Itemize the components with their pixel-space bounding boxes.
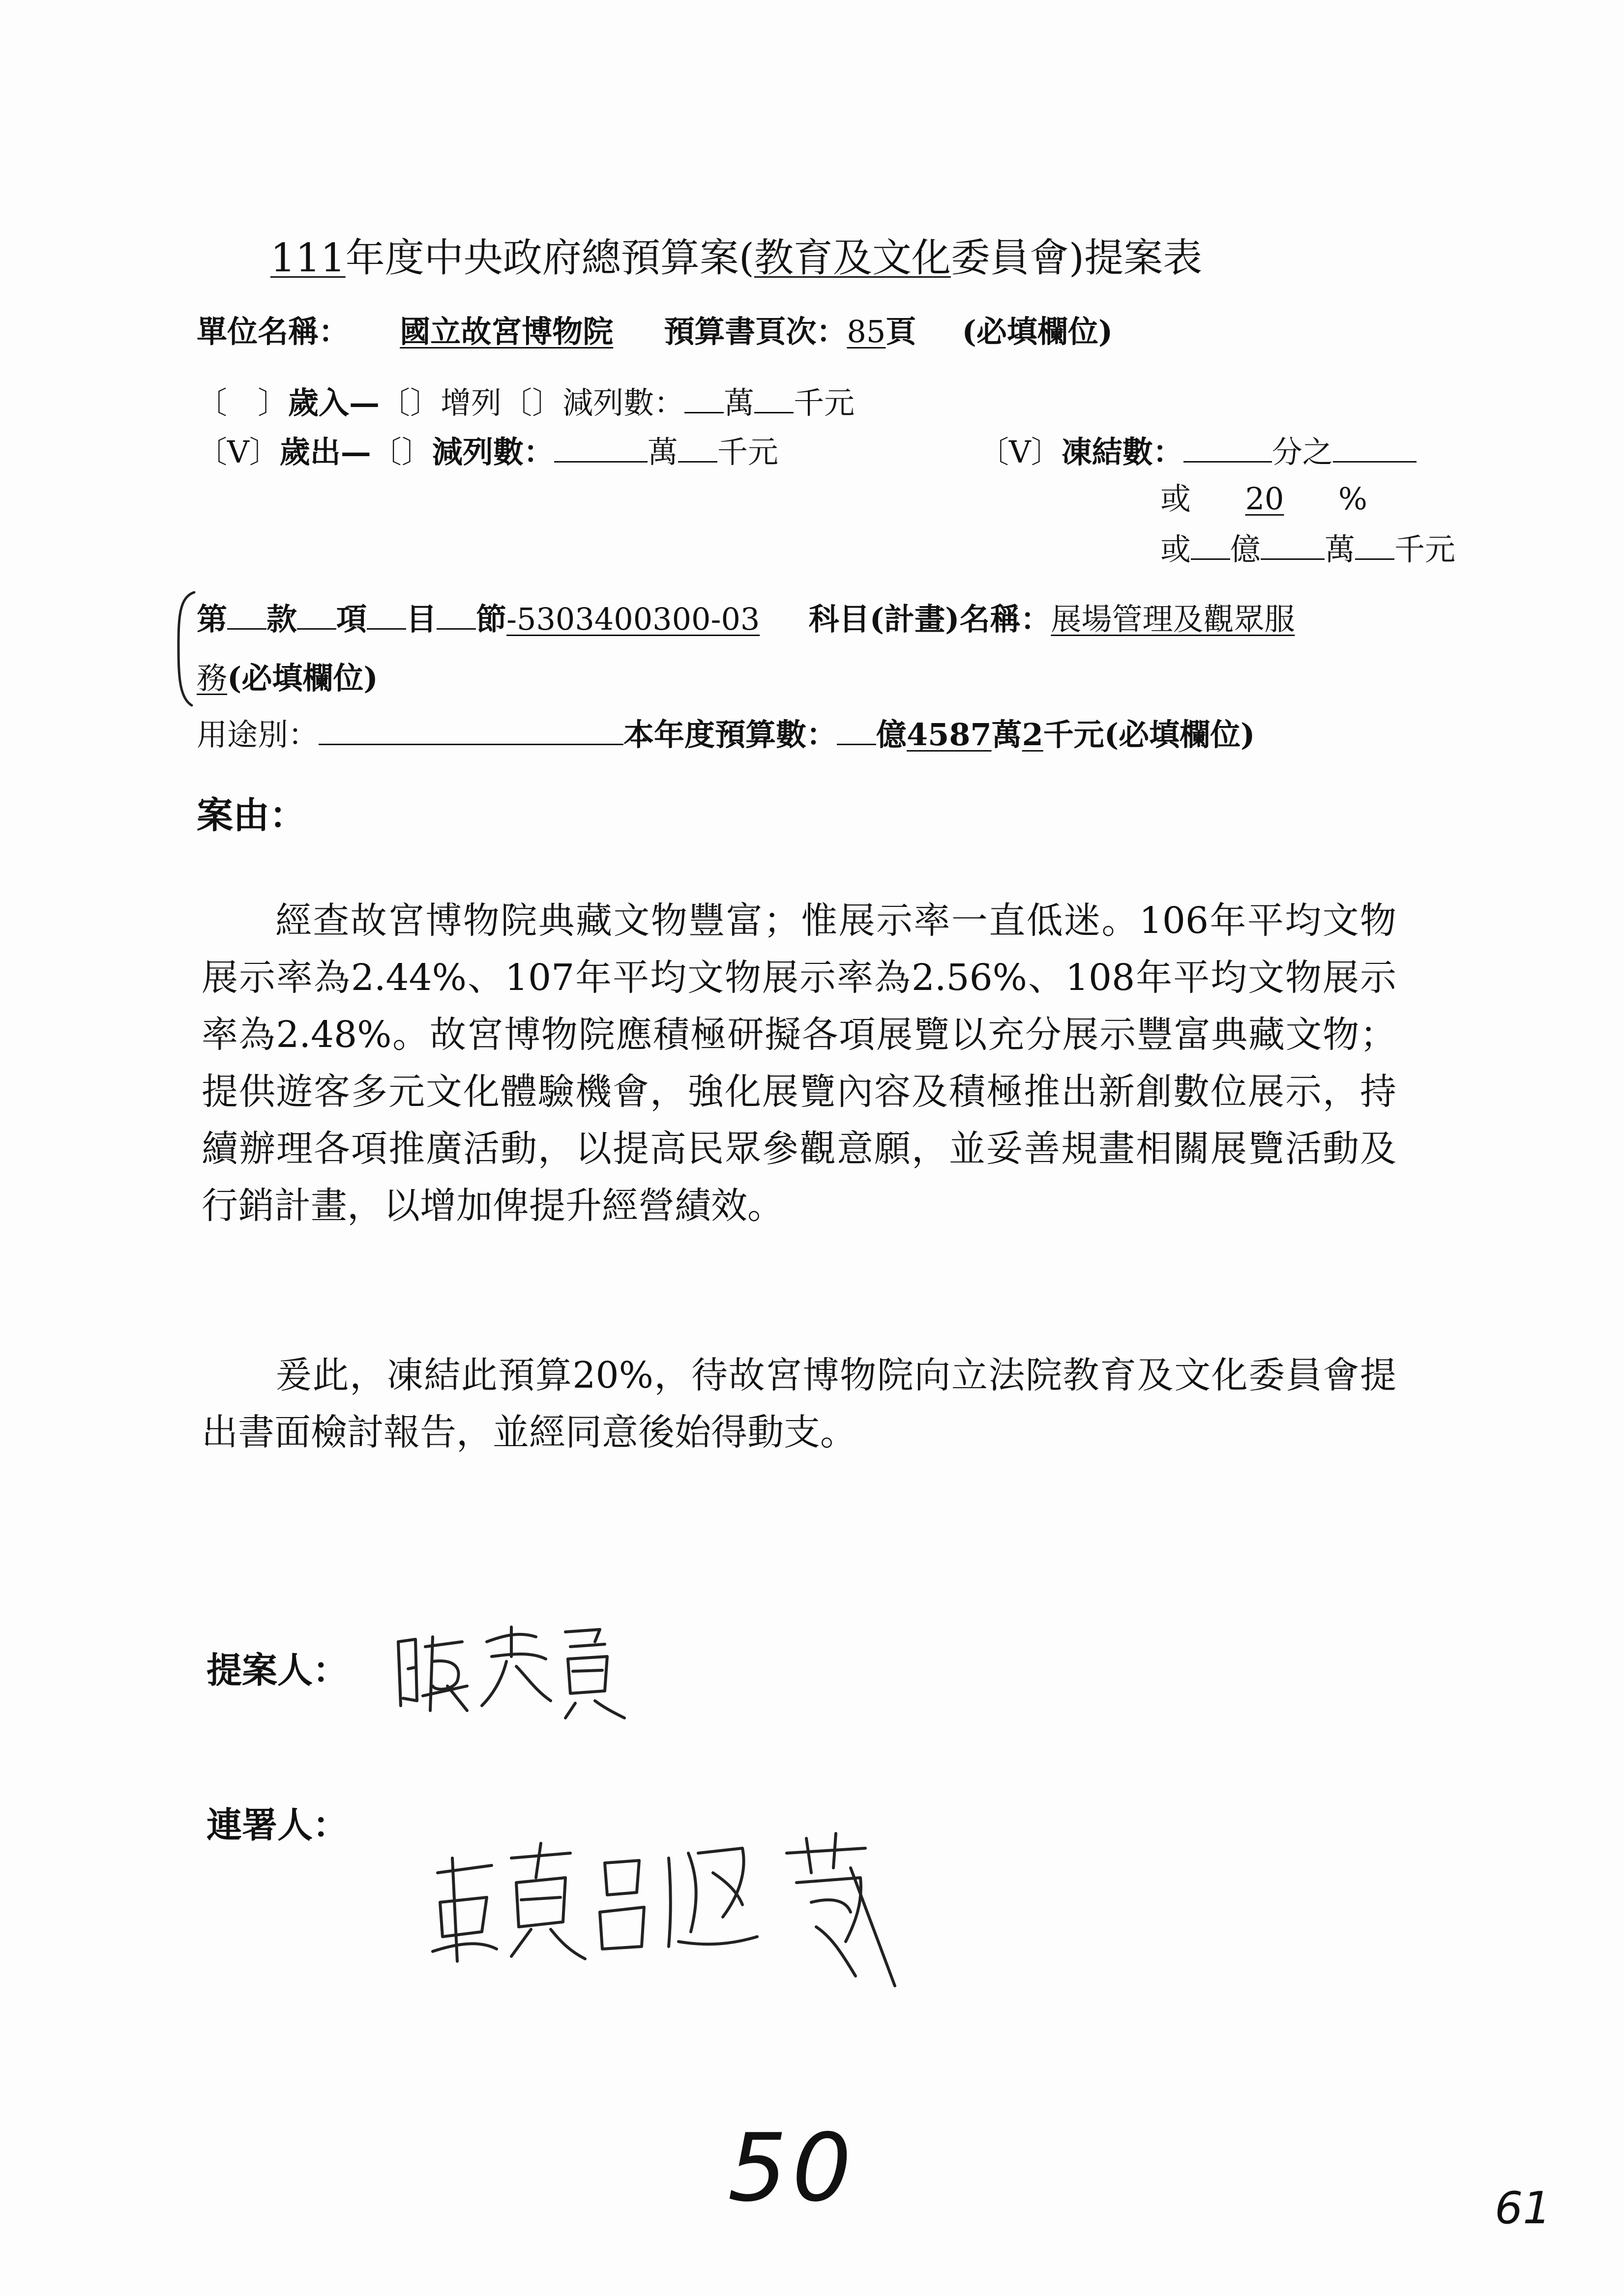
income-label: 歲入—: [288, 385, 380, 421]
income-opt1-check: 〔〕: [380, 385, 441, 421]
budget-yi: 億: [876, 717, 907, 753]
subject-required: (必填欄位): [227, 660, 378, 696]
freeze-qian: 千元: [1394, 531, 1456, 567]
freeze-check: 〔V〕: [978, 434, 1062, 470]
freeze-yi-blank: [1191, 531, 1230, 560]
subject-xiang: 項: [336, 601, 367, 637]
budget-qian: 千元: [1043, 717, 1104, 753]
expense-check: 〔V〕: [197, 434, 280, 470]
percent-sign: %: [1338, 481, 1367, 517]
reason-label: 案由：: [197, 794, 306, 837]
income-opt2-check: 〔〕: [502, 385, 563, 421]
expense-opt: 減列數：: [432, 434, 554, 470]
page-label: 預算書頁次：: [664, 314, 847, 349]
budget-wan: 萬: [991, 717, 1022, 753]
corner-page-number-text: 61: [1495, 2182, 1551, 2234]
expense-label: 歲出—: [279, 434, 371, 470]
subject-row-2: [197, 654, 378, 698]
income-row: [197, 378, 855, 422]
fraction-numerator-blank: [1183, 434, 1272, 463]
xiang-blank: [297, 601, 336, 630]
income-wan-blank: [684, 384, 724, 413]
or-label-1: 或: [1160, 481, 1191, 517]
income-opt1: 增列: [441, 385, 502, 421]
unit-required: (必填欄位): [962, 314, 1113, 349]
cosigners-label: 連署人：: [207, 1804, 349, 1846]
page-suffix: 頁: [886, 314, 916, 349]
budget-yi-blank: [837, 716, 876, 745]
expense-qian-blank: [678, 434, 717, 463]
subject-name-label: 科目(計畫)名稱：: [808, 601, 1051, 637]
budget-qian-value: 2: [1022, 717, 1043, 753]
jie-blank: [437, 601, 476, 630]
title-post: 委員會)提案表: [950, 235, 1203, 281]
unit-label: 單位名稱：: [197, 314, 350, 349]
fraction-denominator-blank: [1333, 434, 1417, 463]
income-opt2: 減列數：: [562, 385, 685, 421]
title-committee: 教育及文化: [754, 235, 951, 281]
freeze-wan-blank: [1261, 531, 1325, 560]
mu-blank: [367, 601, 406, 630]
title-pre: 年度中央政府總預算案(: [345, 235, 754, 281]
usage-required: (必填欄位): [1104, 717, 1255, 753]
income-check: 〔 〕: [197, 385, 289, 421]
subject-row: [197, 595, 1295, 639]
income-qian-blank: [754, 384, 794, 413]
income-wan: 萬: [724, 385, 755, 421]
page-number: 85: [847, 314, 886, 349]
expense-wan: 萬: [647, 434, 678, 470]
unit-name: 國立故宮博物院: [400, 314, 614, 349]
freeze-percent-row: [1160, 474, 1367, 518]
expense-row: [197, 428, 778, 471]
reason-paragraph-2: 爰此，凍結此預算20%，待故宮博物院向立法院教育及文化委員會提出書面檢討報告，並經同意後始得動支。: [202, 1354, 1396, 1453]
reason-paragraph-1: 經查故宮博物院典藏文物豐富；惟展示率一直低迷。106年平均文物展示率為2.44%、107年平均文物展示率為2.56%、108年平均文物展示率為2.48%。故宮博物院應積極研擬各項展覽以充分展示豐富典藏文物；提供遊客多元文化體驗機會，強化展覽內容及積極推出新創數位展示，持續辦理各項推廣活動，以提高民眾參觀意願，並妥善規畫相關展覽活動及行銷計畫，以增加俾提升經營績效。: [202, 900, 1396, 1227]
or-label-2: 或: [1160, 531, 1191, 567]
usage-label: 用途別：: [197, 717, 319, 753]
form-title: [270, 226, 1202, 283]
freeze-percent-value: 20: [1245, 481, 1284, 517]
unit-row: [197, 307, 1113, 351]
subject-code: -5303400300-03: [506, 601, 760, 637]
freeze-yi: 億: [1230, 531, 1261, 567]
subject-mu: 目: [406, 601, 437, 637]
expense-wan-blank: [554, 434, 648, 463]
usage-blank: [319, 716, 623, 745]
bracket-mark: [170, 587, 199, 710]
budget-wan-value: 4587: [907, 717, 992, 753]
kuan-blank: [227, 601, 266, 630]
handwritten-page-number: [728, 2114, 856, 2222]
income-qian: 千元: [794, 385, 855, 421]
subject-name-line1: 展場管理及觀眾服: [1051, 601, 1295, 637]
subject-di: 第: [197, 601, 228, 637]
proposer-label: 提案人：: [207, 1649, 349, 1691]
freeze-amount-row: [1160, 525, 1455, 569]
fraction-label: 分之: [1271, 434, 1333, 470]
handwritten-page-number-text: 50: [728, 2114, 856, 2222]
freeze-row: [978, 428, 1417, 471]
cosigner-signature-1: [423, 1819, 993, 1996]
proposer-signature: [388, 1612, 644, 1725]
subject-kuan: 款: [266, 601, 297, 637]
corner-page-number: [1495, 2182, 1551, 2234]
freeze-qian-blank: [1355, 531, 1394, 560]
subject-jie: 節: [476, 601, 507, 637]
usage-row: [197, 710, 1255, 754]
freeze-label: 凍結數：: [1061, 434, 1183, 470]
expense-qian: 千元: [717, 434, 778, 470]
budget-label: 本年度預算數：: [623, 717, 837, 753]
title-year: 111: [270, 235, 346, 281]
expense-opt-check: 〔〕: [371, 434, 432, 470]
freeze-wan: 萬: [1325, 531, 1356, 567]
subject-name-line2: 務: [197, 660, 228, 696]
